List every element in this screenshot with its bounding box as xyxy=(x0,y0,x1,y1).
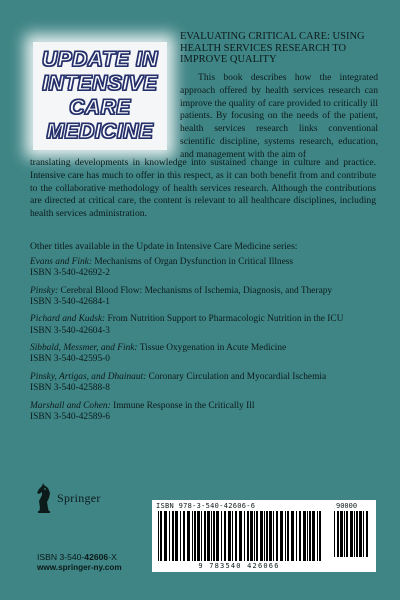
description-paragraph-bottom: translating developments in knowledge into sustained change in culture and practice. Intensive care has much to offer in this respect, as it can both benefit from and contribute to the collaborative methodology of health services research. Although the contributions are directed at critical care, the content is relevant to all healthcare disciplines, including health services administration. xyxy=(30,157,376,220)
barcode-bar xyxy=(312,511,315,561)
barcode-bar xyxy=(207,511,210,561)
barcode-bar xyxy=(224,511,226,561)
other-titles-intro: Other titles available in the Update in Intensive Care Medicine series: xyxy=(30,241,298,252)
barcode-panel xyxy=(152,500,376,572)
title-name: Tissue Oxygenation in Acute Medicine xyxy=(139,343,287,354)
barcode-bar xyxy=(366,511,368,557)
title-name: Cerebral Blood Flow: Mechanisms of Ischemia, Diagnosis, and Therapy xyxy=(60,285,333,296)
barcode-bar xyxy=(354,511,355,557)
barcode-bar xyxy=(192,511,193,561)
barcode-bar xyxy=(169,511,170,561)
title-isbn: ISBN 3-540-42589-6 xyxy=(30,411,110,422)
barcode-bar xyxy=(334,511,335,557)
barcode-bar xyxy=(285,511,286,561)
barcode-bar xyxy=(180,511,181,561)
publisher-name: Springer xyxy=(57,491,101,505)
barcode-bar xyxy=(213,511,215,561)
barcode-bar xyxy=(183,511,185,561)
barcode-bar xyxy=(216,511,219,561)
series-title-line: CARE xyxy=(69,96,131,119)
barcode-bar xyxy=(340,511,343,557)
title-authors: Sibbald, Messmer, and Fink: xyxy=(30,343,138,354)
title-name: Mechanisms of Organ Dysfunction in Critical Illness xyxy=(94,257,294,267)
title-entry xyxy=(30,286,382,308)
title-authors: Evans and Fink: xyxy=(30,257,92,267)
chess-knight-icon xyxy=(35,482,53,514)
barcode-bar xyxy=(254,511,255,561)
barcode-bar xyxy=(337,511,339,557)
barcode-bar xyxy=(319,511,321,561)
title-entry xyxy=(30,343,382,365)
barcode-bar xyxy=(307,511,308,561)
barcode-bar xyxy=(221,511,222,561)
barcode-bar xyxy=(239,511,242,561)
barcode-bar xyxy=(256,511,258,561)
barcode-bar xyxy=(359,511,362,557)
barcode-isbn-text: ISBN 978-3-540-42606-6 xyxy=(156,502,256,510)
barcode-bar xyxy=(269,511,272,561)
barcode-bar xyxy=(344,511,345,557)
title-entry xyxy=(30,372,382,394)
isbn-bold: 42606 xyxy=(84,552,109,562)
barcode-bar xyxy=(273,511,274,561)
title-name: From Nutrition Support to Pharmacologic Nutrition in the ICU xyxy=(107,314,344,325)
barcode-bar xyxy=(280,511,283,561)
series-title xyxy=(42,48,158,144)
book-heading: EVALUATING CRITICAL CARE: USING HEALTH SERVICES RESEARCH TO IMPROVE QUALITY xyxy=(180,31,365,66)
barcode-bar xyxy=(250,511,253,561)
barcode-price-code: 90000 xyxy=(336,502,358,510)
barcode-graphic xyxy=(156,511,372,563)
publisher-url: www.springer-ny.com xyxy=(37,563,122,572)
barcode-bar xyxy=(346,511,348,557)
barcode-bar xyxy=(303,511,306,561)
barcode-bar xyxy=(350,511,353,557)
title-isbn: ISBN 3-540-42692-2 xyxy=(30,268,110,279)
title-entry xyxy=(30,401,382,423)
barcode-digits: 9 783540 426066 xyxy=(198,562,280,570)
series-logo-box xyxy=(33,42,167,150)
springer-logo xyxy=(35,482,125,514)
barcode-bar xyxy=(291,511,294,561)
book-isbn xyxy=(37,552,117,562)
barcode-bar xyxy=(309,511,311,561)
barcode-bar xyxy=(247,511,249,561)
barcode-bar xyxy=(211,511,212,561)
barcode-bar xyxy=(266,511,268,561)
other-titles-list xyxy=(30,257,382,429)
barcode-bar xyxy=(194,511,196,561)
barcode-bar xyxy=(260,511,263,561)
barcode-bar xyxy=(276,511,278,561)
title-isbn: ISBN 3-540-42604-3 xyxy=(30,325,110,336)
description-paragraph-top: This book describes how the integrated approach offered by health services research can improve the quality of care provided to critically ill patients. By focusing on the needs of the patient, health services research links conventional scientific discipline, systems research, education, and management with the aim of xyxy=(180,72,378,160)
barcode-bar xyxy=(356,511,358,557)
title-authors: Pinsky, Artigas, and Dhainaut: xyxy=(30,371,147,382)
series-title-line: INTENSIVE xyxy=(42,72,158,95)
barcode-bar xyxy=(197,511,200,561)
isbn-suffix: -X xyxy=(108,552,117,562)
isbn-prefix: ISBN 3-540- xyxy=(37,552,85,562)
series-title-line: MEDICINE xyxy=(46,120,154,143)
title-isbn: ISBN 3-540-42588-8 xyxy=(30,383,110,394)
barcode-bar xyxy=(228,511,231,561)
barcode-bar xyxy=(160,511,162,561)
barcode-bar xyxy=(201,511,202,561)
barcode-bar xyxy=(232,511,233,561)
title-name: Immune Response in the Critically Ill xyxy=(113,400,255,411)
title-authors: Pinsky: xyxy=(30,285,59,296)
title-entry xyxy=(30,257,382,279)
barcode-bar xyxy=(172,511,174,561)
barcode-bar xyxy=(235,511,237,561)
barcode-bar xyxy=(244,511,245,561)
title-isbn: ISBN 3-540-42595-0 xyxy=(30,354,110,365)
title-entry xyxy=(30,314,382,336)
barcode-bar xyxy=(363,511,364,557)
barcode-bar xyxy=(287,511,289,561)
series-title-line: UPDATE IN xyxy=(41,48,159,71)
barcode-bar xyxy=(317,511,318,561)
barcode-bar xyxy=(264,511,265,561)
title-isbn: ISBN 3-540-42684-1 xyxy=(30,296,110,307)
title-authors: Pichard and Kudsk: xyxy=(30,314,106,325)
title-name: Coronary Circulation and Myocardial Ischemia xyxy=(148,371,327,382)
barcode-bar xyxy=(187,511,190,561)
barcode-bar xyxy=(158,511,159,561)
barcode-bar xyxy=(175,511,178,561)
barcode-bar xyxy=(204,511,206,561)
barcode-bar xyxy=(296,511,297,561)
title-authors: Marshall and Cohen: xyxy=(30,400,111,411)
barcode-bar xyxy=(299,511,301,561)
barcode-bar xyxy=(164,511,167,561)
